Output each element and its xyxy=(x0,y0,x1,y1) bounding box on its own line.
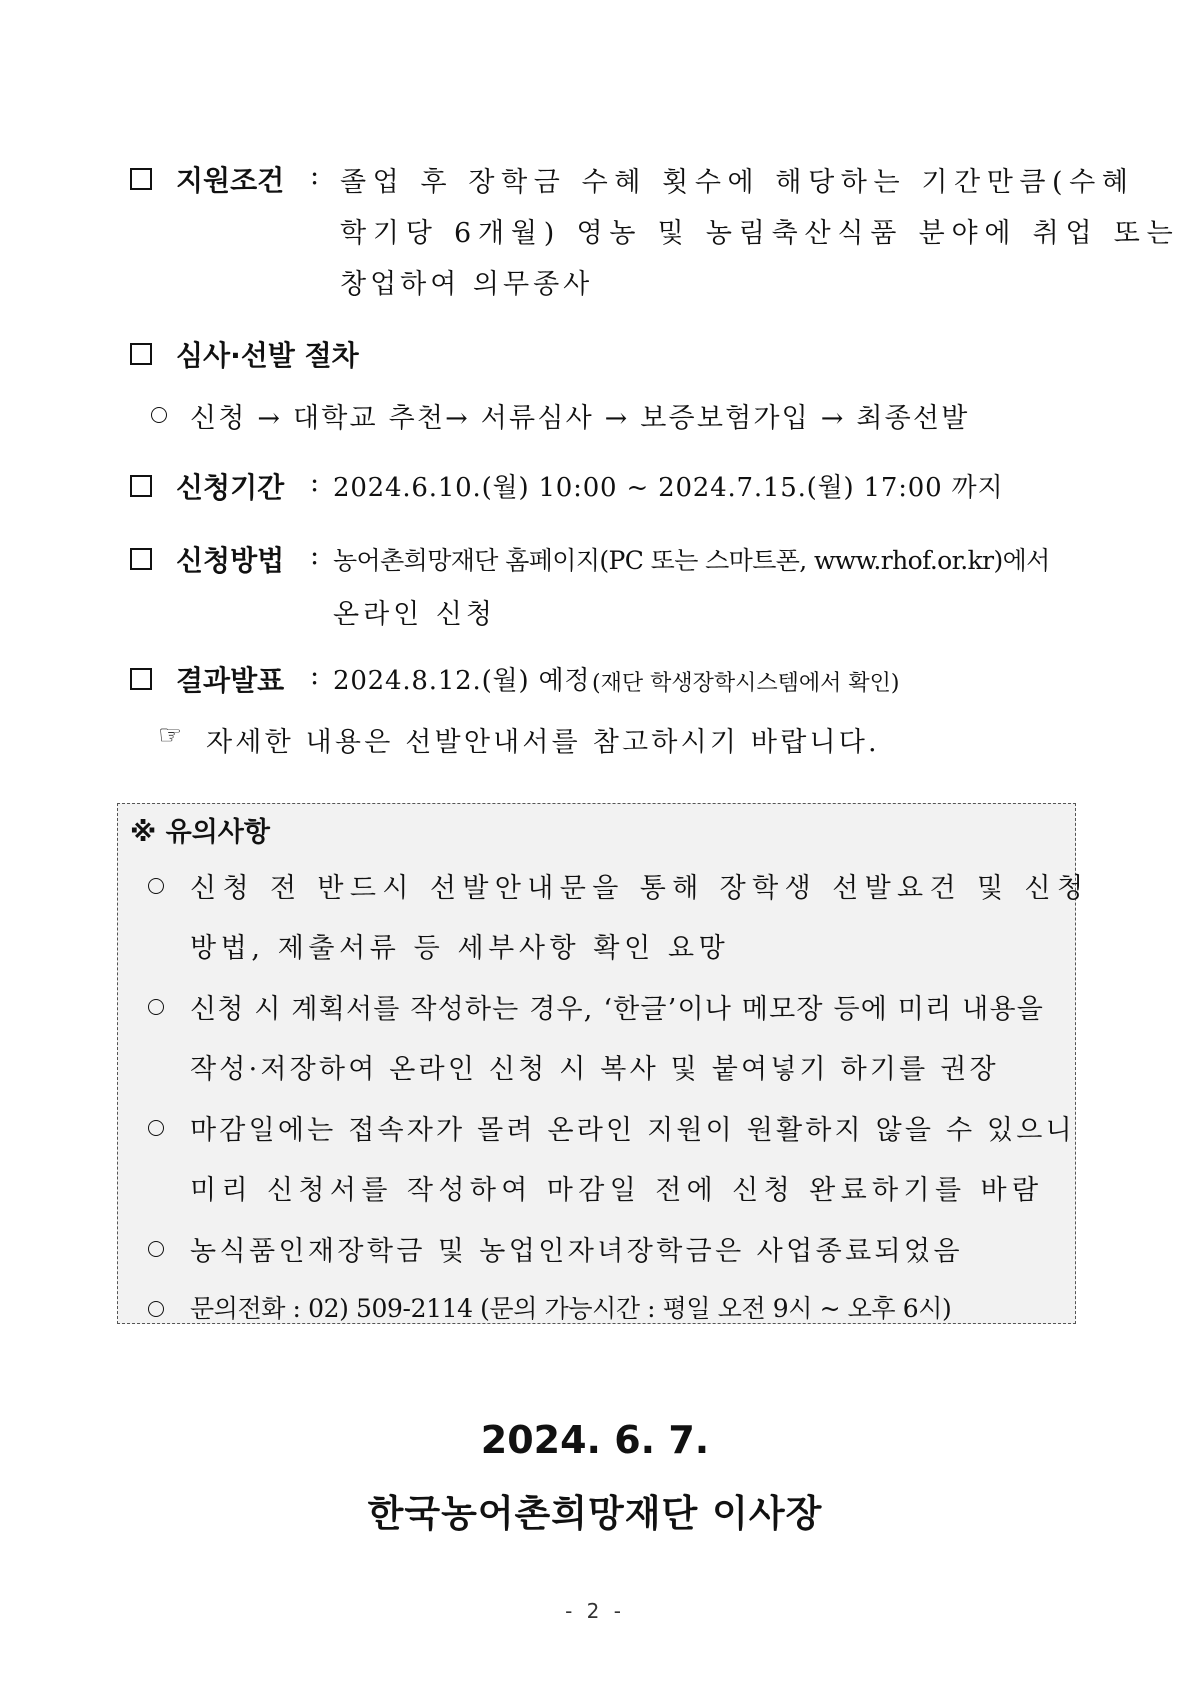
issuer-name: 한국농어촌희망재단 이사장 xyxy=(367,1492,823,1535)
circle-bullet-icon xyxy=(151,407,167,423)
condition-line-1: 졸업 후 장학금 수혜 횟수에 해당하는 기간만큼(수혜 xyxy=(340,167,1135,198)
result-text: 2024.8.12.(월) 예정 xyxy=(333,666,591,696)
procedure-steps: 신청 → 대학교 추천→ 서류심사 → 보증보험가입 → 최종선발 xyxy=(190,403,970,434)
checkbox-bullet-icon xyxy=(130,548,152,570)
result-title: 결과발표 xyxy=(176,664,285,697)
method-line-2: 온라인 신청 xyxy=(333,599,496,630)
pointing-hand-icon: ☞ xyxy=(158,720,183,751)
period-separator: : xyxy=(310,467,320,498)
notice-item-3-line-2: 미리 신청서를 작성하여 마감일 전에 신청 완료하기를 바람 xyxy=(190,1175,1044,1206)
method-title: 신청방법 xyxy=(176,544,285,577)
issue-date: 2024. 6. 7. xyxy=(480,1418,710,1462)
notice-item-2-line-1: 신청 시 계획서를 작성하는 경우, ‘한글’이나 메모장 등에 미리 내용을 xyxy=(190,994,1045,1025)
period-text: 2024.6.10.(월) 10:00 ~ 2024.7.15.(월) 17:00 까지 xyxy=(333,473,1004,503)
page-number: - 2 - xyxy=(565,1599,625,1623)
procedure-title: 심사·선발 절차 xyxy=(176,339,359,372)
circle-bullet-icon xyxy=(148,878,164,894)
condition-line-2: 학기당 6개월) 영농 및 농림축산식품 분야에 취업 또는 xyxy=(340,218,1180,249)
notice-item-3-line-1: 마감일에는 접속자가 몰려 온라인 지원이 원활하지 않을 수 있으니 xyxy=(190,1115,1075,1146)
checkbox-bullet-icon xyxy=(130,475,152,497)
circle-bullet-icon xyxy=(148,1301,164,1317)
circle-bullet-icon xyxy=(148,1241,164,1257)
notice-item-4-line-1: 농식품인재장학금 및 농업인자녀장학금은 사업종료되었음 xyxy=(190,1236,963,1267)
checkbox-bullet-icon xyxy=(130,168,152,190)
condition-title: 지원조건 xyxy=(176,164,285,197)
method-line-1: 농어촌희망재단 홈페이지(PC 또는 스마트폰, www.rhof.or.kr)에서 xyxy=(333,546,1050,575)
notice-item-1-line-1: 신청 전 반드시 선발안내문을 통해 장학생 선발요건 및 신청 xyxy=(190,873,1090,904)
reference-text: 자세한 내용은 선발안내서를 참고하시기 바랍니다. xyxy=(206,727,880,758)
notice-title: ※ 유의사항 xyxy=(130,817,270,848)
notice-item-5-line-1: 문의전화 : 02) 509-2114 (문의 가능시간 : 평일 오전 9시 ~ 오후 6시) xyxy=(190,1294,952,1323)
condition-separator: : xyxy=(310,160,320,191)
result-separator: : xyxy=(310,660,320,691)
circle-bullet-icon xyxy=(148,1120,164,1136)
method-separator: : xyxy=(310,540,320,571)
notice-item-2-line-2: 작성·저장하여 온라인 신청 시 복사 및 붙여넣기 하기를 권장 xyxy=(190,1054,999,1085)
checkbox-bullet-icon xyxy=(130,343,152,365)
notice-item-1-line-2: 방법, 제출서류 등 세부사항 확인 요망 xyxy=(190,933,730,964)
period-title: 신청기간 xyxy=(176,471,285,504)
result-note: (재단 학생장학시스템에서 확인) xyxy=(592,671,900,696)
checkbox-bullet-icon xyxy=(130,668,152,690)
condition-line-3: 창업하여 의무종사 xyxy=(340,269,594,300)
notice-box xyxy=(117,803,1090,1324)
circle-bullet-icon xyxy=(148,999,164,1015)
